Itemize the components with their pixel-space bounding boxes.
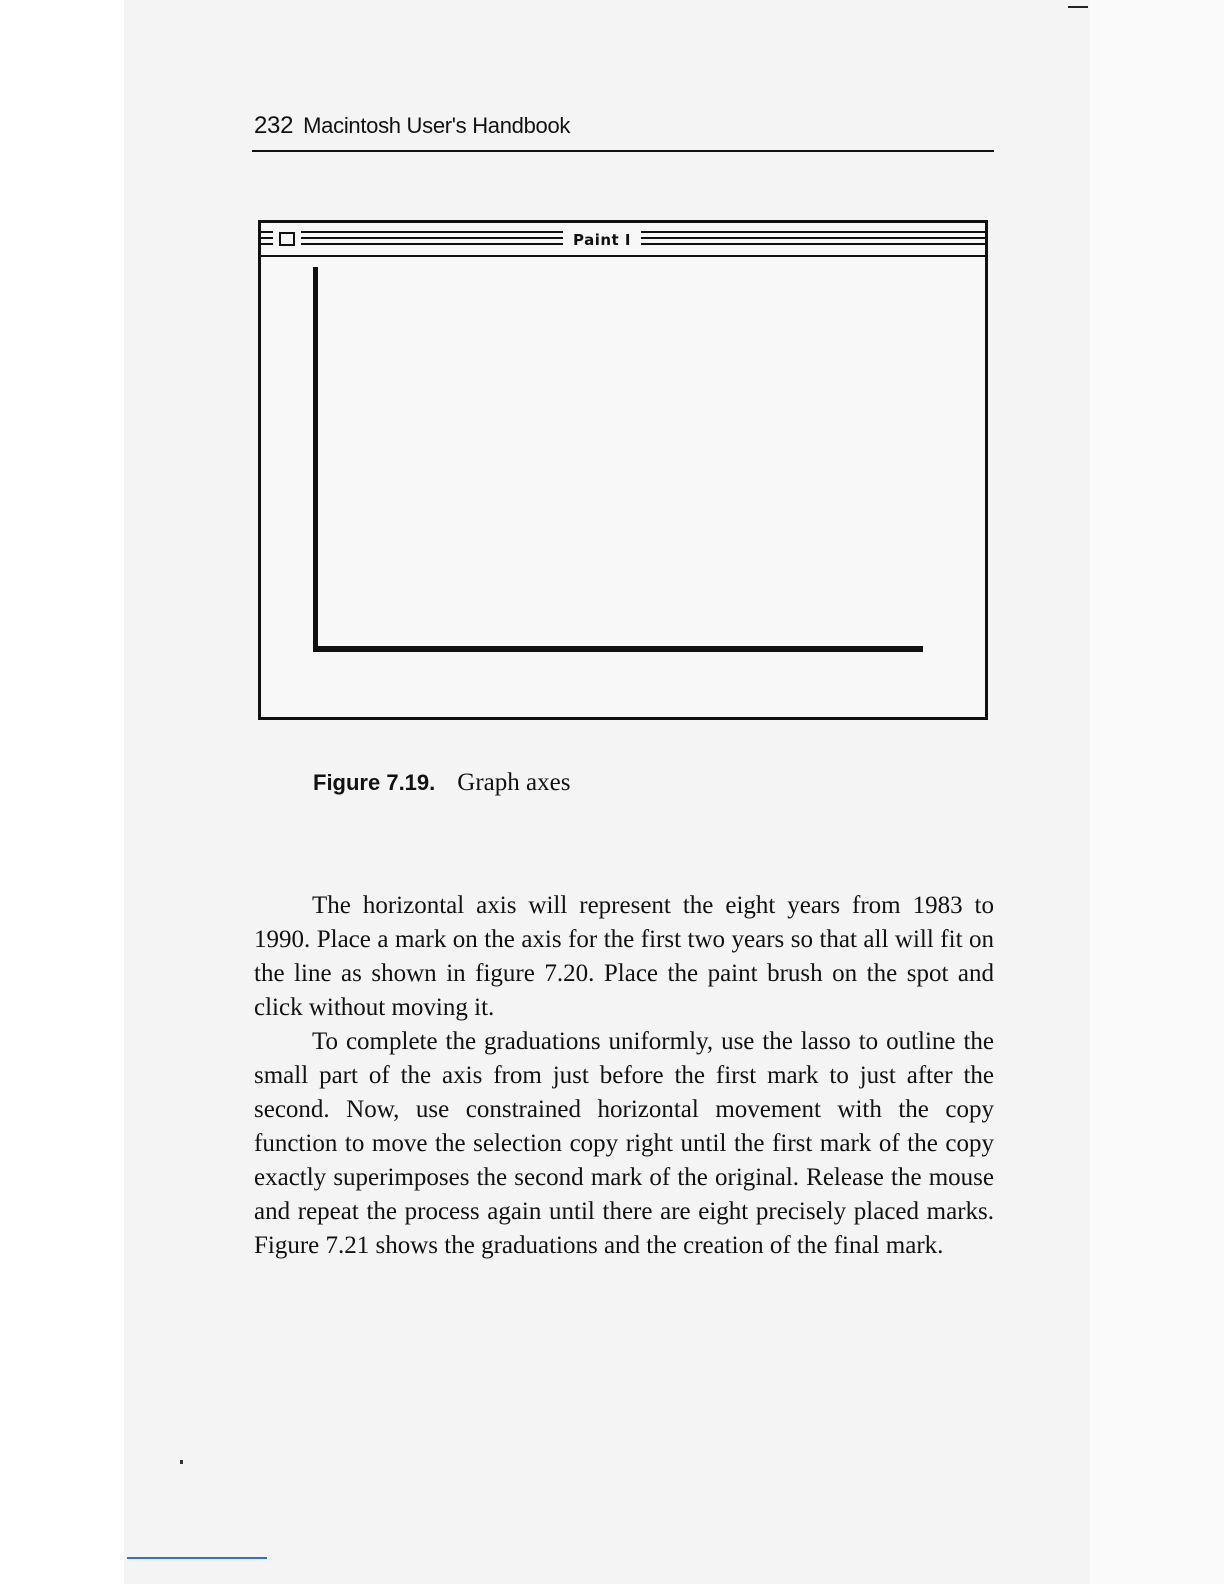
page-speck [180, 1460, 183, 1464]
window-title: Paint I [563, 228, 641, 252]
graph-x-axis [313, 646, 923, 652]
page-margin [0, 0, 124, 1584]
figure-caption-text: Graph axes [457, 769, 571, 796]
top-edge-mark [1068, 6, 1088, 8]
paragraph: The horizontal axis will represent the eight years from 1983 to 1990. Place a mark on the axis for the first two years so that all will fit on the line as shown in figure 7.20. Place the paint brush on the spot and click without moving it. [254, 892, 994, 1021]
close-box-icon[interactable] [279, 232, 295, 246]
figure-caption [313, 766, 953, 800]
page-number: 232 [254, 112, 294, 139]
book-title: Macintosh User's Handbook [303, 113, 571, 138]
paint-canvas[interactable] [261, 257, 985, 717]
header-rule [252, 150, 994, 152]
figure-label: Figure 7.19. [313, 770, 436, 795]
body-text [254, 889, 994, 1263]
paint-window [258, 220, 988, 720]
running-head [254, 112, 994, 150]
bottom-edge-mark [127, 1557, 267, 1559]
graph-y-axis [313, 267, 318, 651]
window-titlebar[interactable] [261, 223, 985, 257]
paragraph: To complete the graduations uniformly, use the lasso to outline the small part of the axis from just before the first mark to just after the second. Now, use constrained horizontal movement with the copy function to move the selection copy right until the first mark of the copy exactly superimposes the second mark of the original. Release the mouse and repeat the process again until there are eight precisely placed marks. Figure 7.21 shows the graduations and the creation of the final mark. [254, 1028, 994, 1259]
